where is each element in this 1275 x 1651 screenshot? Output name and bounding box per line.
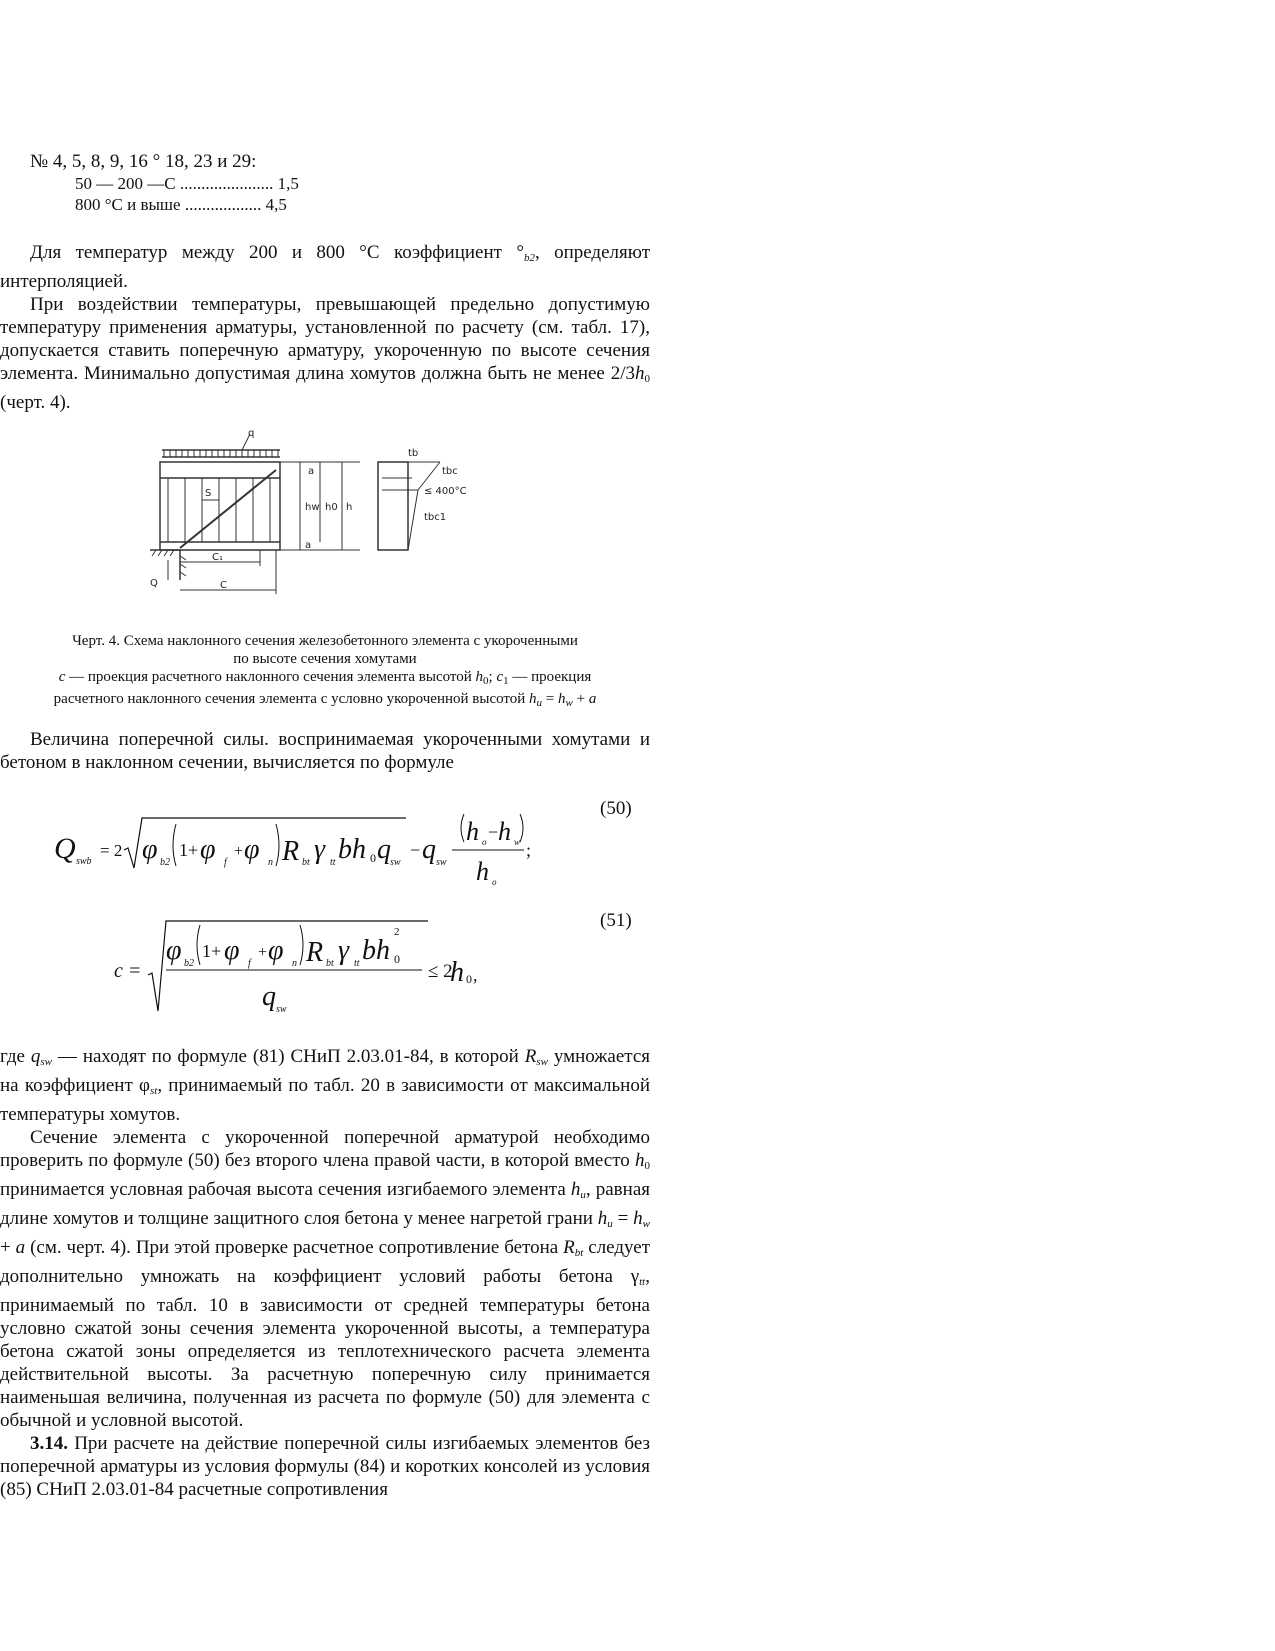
- paragraph: 3.14. При расчете на действие поперечной силы изгибаемых элементов без поперечной арматуры из условия формулы (84) и коротких консолей из условия (85) СНиП 2.03.01-84 расчетные сопротивления: [0, 1433, 650, 1500]
- svg-text:1+: 1+: [179, 840, 199, 860]
- svg-text:Q: Q: [54, 832, 76, 865]
- list-heading: № 4, 5, 8, 9, 16 ° 18, 23 и 29:: [30, 151, 257, 172]
- svg-text:R: R: [306, 937, 324, 968]
- svg-text:−: −: [410, 840, 421, 860]
- svg-text:2: 2: [394, 926, 400, 938]
- figure-caption: Черт. 4. Схема наклонного сечения железобетонного элемента с укороченными по высоте сечения хомутами c — проекция расчетного наклонного сечения элемента высотой $h_0$; $c_1$ — проекция расчетного наклонного сечения элемента с условно укороченной высотой $h_u = h_w + a$: [53, 633, 597, 709]
- svg-text:φ: φ: [244, 834, 260, 865]
- label-s: S: [205, 488, 212, 499]
- svg-text:b2: b2: [184, 958, 194, 969]
- svg-text:o: o: [482, 837, 487, 847]
- svg-text:tt: tt: [354, 958, 360, 969]
- text-block-1: [0, 241, 650, 414]
- svg-text:bt: bt: [326, 958, 334, 969]
- label-hw: hw: [305, 502, 320, 513]
- svg-text:γ: γ: [314, 834, 326, 865]
- svg-text:+: +: [234, 843, 244, 860]
- svg-text:h: h: [498, 817, 511, 846]
- svg-text:φ: φ: [166, 935, 182, 966]
- svg-text:sw: sw: [390, 857, 401, 868]
- text-block-3: [0, 1045, 650, 1501]
- svg-text:γ: γ: [338, 935, 350, 966]
- svg-text:h: h: [476, 857, 489, 886]
- svg-text:φ: φ: [142, 834, 158, 865]
- paragraph: где $q_{sw}$ — находят по формуле (81) СНиП 2.03.01-84, в которой $R_{sw}$ умножается на коэффициент $\varphi_{st}$, принимаемый по табл. 20 в зависимости от максимальной температуры хомутов.: [0, 1046, 651, 1125]
- label-c1: C₁: [212, 552, 223, 563]
- svg-text:,: ,: [473, 965, 478, 985]
- equation-50: [50, 808, 570, 893]
- label-c: C: [220, 580, 227, 591]
- svg-text:bt: bt: [302, 857, 310, 868]
- svg-text:sw: sw: [276, 1004, 287, 1015]
- svg-text:−: −: [488, 822, 499, 842]
- svg-text:+: +: [258, 944, 268, 961]
- label-q: q: [248, 430, 255, 439]
- label-tbc1: tbc1: [424, 512, 447, 523]
- equation-51: [110, 915, 510, 1015]
- svg-text:1+: 1+: [202, 941, 222, 961]
- svg-text:b2: b2: [160, 857, 170, 868]
- label-tbc: tbc: [442, 466, 458, 477]
- label-a-top: a: [308, 466, 315, 477]
- svg-text:0: 0: [394, 952, 400, 966]
- list-item: 50 — 200 —С ...................... 1,5: [75, 174, 299, 193]
- svg-text:q: q: [262, 981, 276, 1012]
- svg-text:f: f: [224, 857, 227, 868]
- svg-text:bh: bh: [338, 834, 366, 865]
- label-Q: Q: [150, 578, 158, 589]
- paragraph: Величина поперечной силы. воспринимаемая укороченными хомутами и бетоном в наклонном сечении, вычисляется по формуле: [0, 729, 650, 773]
- svg-text:n: n: [268, 857, 273, 868]
- svg-text:tt: tt: [330, 857, 336, 868]
- coefficient-list: [30, 150, 650, 215]
- svg-text:φ: φ: [268, 935, 284, 966]
- svg-text:n: n: [292, 958, 297, 969]
- label-tb: tb: [408, 448, 419, 459]
- equation-number: (50): [600, 798, 632, 819]
- svg-text:o: o: [492, 877, 497, 887]
- svg-text:h: h: [450, 957, 464, 988]
- text-block-2: [0, 728, 650, 774]
- svg-text:R: R: [282, 836, 300, 867]
- svg-text:0: 0: [370, 851, 376, 865]
- svg-text:h: h: [466, 817, 479, 846]
- svg-text:0: 0: [466, 972, 472, 986]
- svg-text:;: ;: [526, 840, 532, 860]
- label-a-bottom: a: [305, 540, 312, 551]
- svg-text:φ: φ: [224, 935, 240, 966]
- svg-text:f: f: [248, 958, 251, 969]
- figure-4-diagram: [150, 430, 490, 610]
- paragraph: При воздействии температуры, превышающей предельно допустимую температуру применения арматуры, установленной по расчету (см. табл. 17), допускается ставить поперечную арматуру, укороченную по высоте сечения элемента. Минимально допустимая длина хомутов должна быть не менее $2/3h_0$ (черт. 4).: [0, 294, 650, 413]
- svg-text:φ: φ: [200, 834, 216, 865]
- svg-text:w: w: [514, 837, 521, 847]
- label-h0: h0: [325, 502, 338, 513]
- svg-text:= 2: = 2: [100, 841, 123, 860]
- paragraph: Сечение элемента с укороченной поперечной арматурой необходимо проверить по формуле (50) без второго члена правой части, в которой вместо $h_0$ принимается условная рабочая высота сечения изгибаемого элемента $h_u$, равная длине хомутов и толщине защитного слоя бетона у менее нагретой грани $h_u = h_w + a$ (см. черт. 4). При этой проверке расчетное сопротивление бетона $R_{bt}$ следует дополнительно умножать на коэффициент условий работы бетона $\gamma_{tt}$, принимаемый по табл. 10 в зависимости от средней температуры бетона условно сжатой зоны сечения элемента укороченной высоты, а температура бетона сжатой зоны определяется из теплотехнического расчета элемента действительной высоты. За расчетную поперечную силу принимается наименьшая величина, полученная из расчета по формуле (50) для элемента с обычной и условной высотой.: [0, 1127, 651, 1431]
- svg-text:q: q: [422, 834, 436, 865]
- equation-number: (51): [600, 910, 632, 931]
- label-h: h: [346, 502, 353, 513]
- svg-text:c =: c =: [114, 960, 142, 982]
- svg-text:swb: swb: [76, 856, 92, 867]
- label-t400: ≤ 400°С: [424, 486, 467, 497]
- svg-text:sw: sw: [436, 857, 447, 868]
- paragraph: Для температур между 200 и 800 °С коэффициент $^\circ_{b2}$, определяют интерполяцией.: [0, 242, 650, 292]
- svg-text:≤ 2: ≤ 2: [428, 961, 453, 982]
- svg-text:q: q: [377, 834, 391, 865]
- list-item: 800 °С и выше .................. 4,5: [75, 195, 287, 214]
- svg-text:bh: bh: [362, 935, 390, 966]
